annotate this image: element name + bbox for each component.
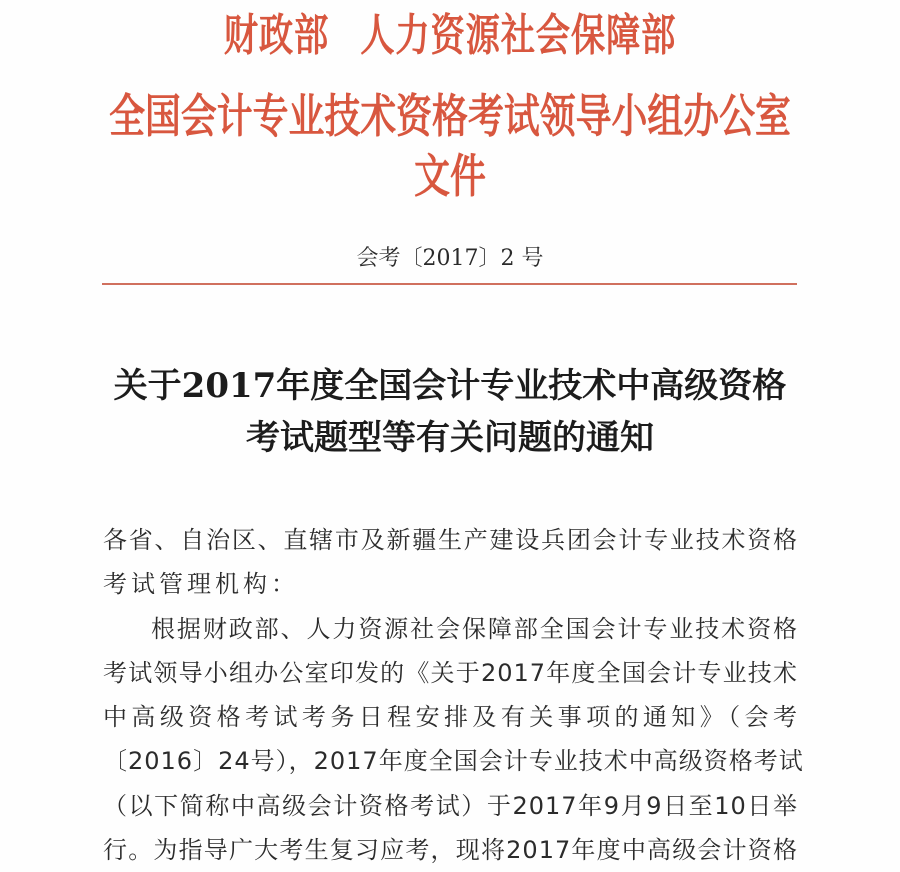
paragraph-line: 行。为指导广大考生复习应考，现将2017年度中高级会计资格	[103, 836, 798, 865]
issuer-office: 全国会计专业技术资格考试领导小组办公室文件	[109, 89, 791, 203]
paragraph-line: （以下简称中高级会计资格考试）于2017年9月9日至10日举	[103, 791, 798, 820]
red-divider-rule	[102, 283, 797, 285]
paragraph-line: 中高级资格考试考务日程安排及有关事项的通知》（会考	[103, 703, 798, 732]
paragraph-line: 根据财政部、人力资源社会保障部全国会计专业技术资格	[151, 614, 798, 643]
issuer-ministry-of-hr: 人力资源社会保障部	[360, 10, 677, 61]
issuer-ministries	[99, 8, 801, 64]
issuer-ministry-of-finance: 财政部	[223, 10, 330, 61]
addressee-line-2: 考试管理机构：	[103, 570, 299, 599]
notice-title-line-2: 考试题型等有关问题的通知	[246, 418, 654, 458]
notice-body	[103, 518, 804, 872]
paragraph-line: 〔2016〕24号），2017年度全国会计专业技术中高级资格考试	[103, 747, 804, 776]
addressee-line-1: 各省、自治区、直辖市及新疆生产建设兵团会计专业技术资格	[103, 526, 798, 554]
document-number: 会考〔2017〕2 号	[356, 246, 544, 271]
notice-title-line-1: 关于2017年度全国会计专业技术中高级资格	[113, 366, 787, 406]
paragraph-line: 考试领导小组办公室印发的《关于2017年度全国会计专业技术	[103, 658, 798, 687]
